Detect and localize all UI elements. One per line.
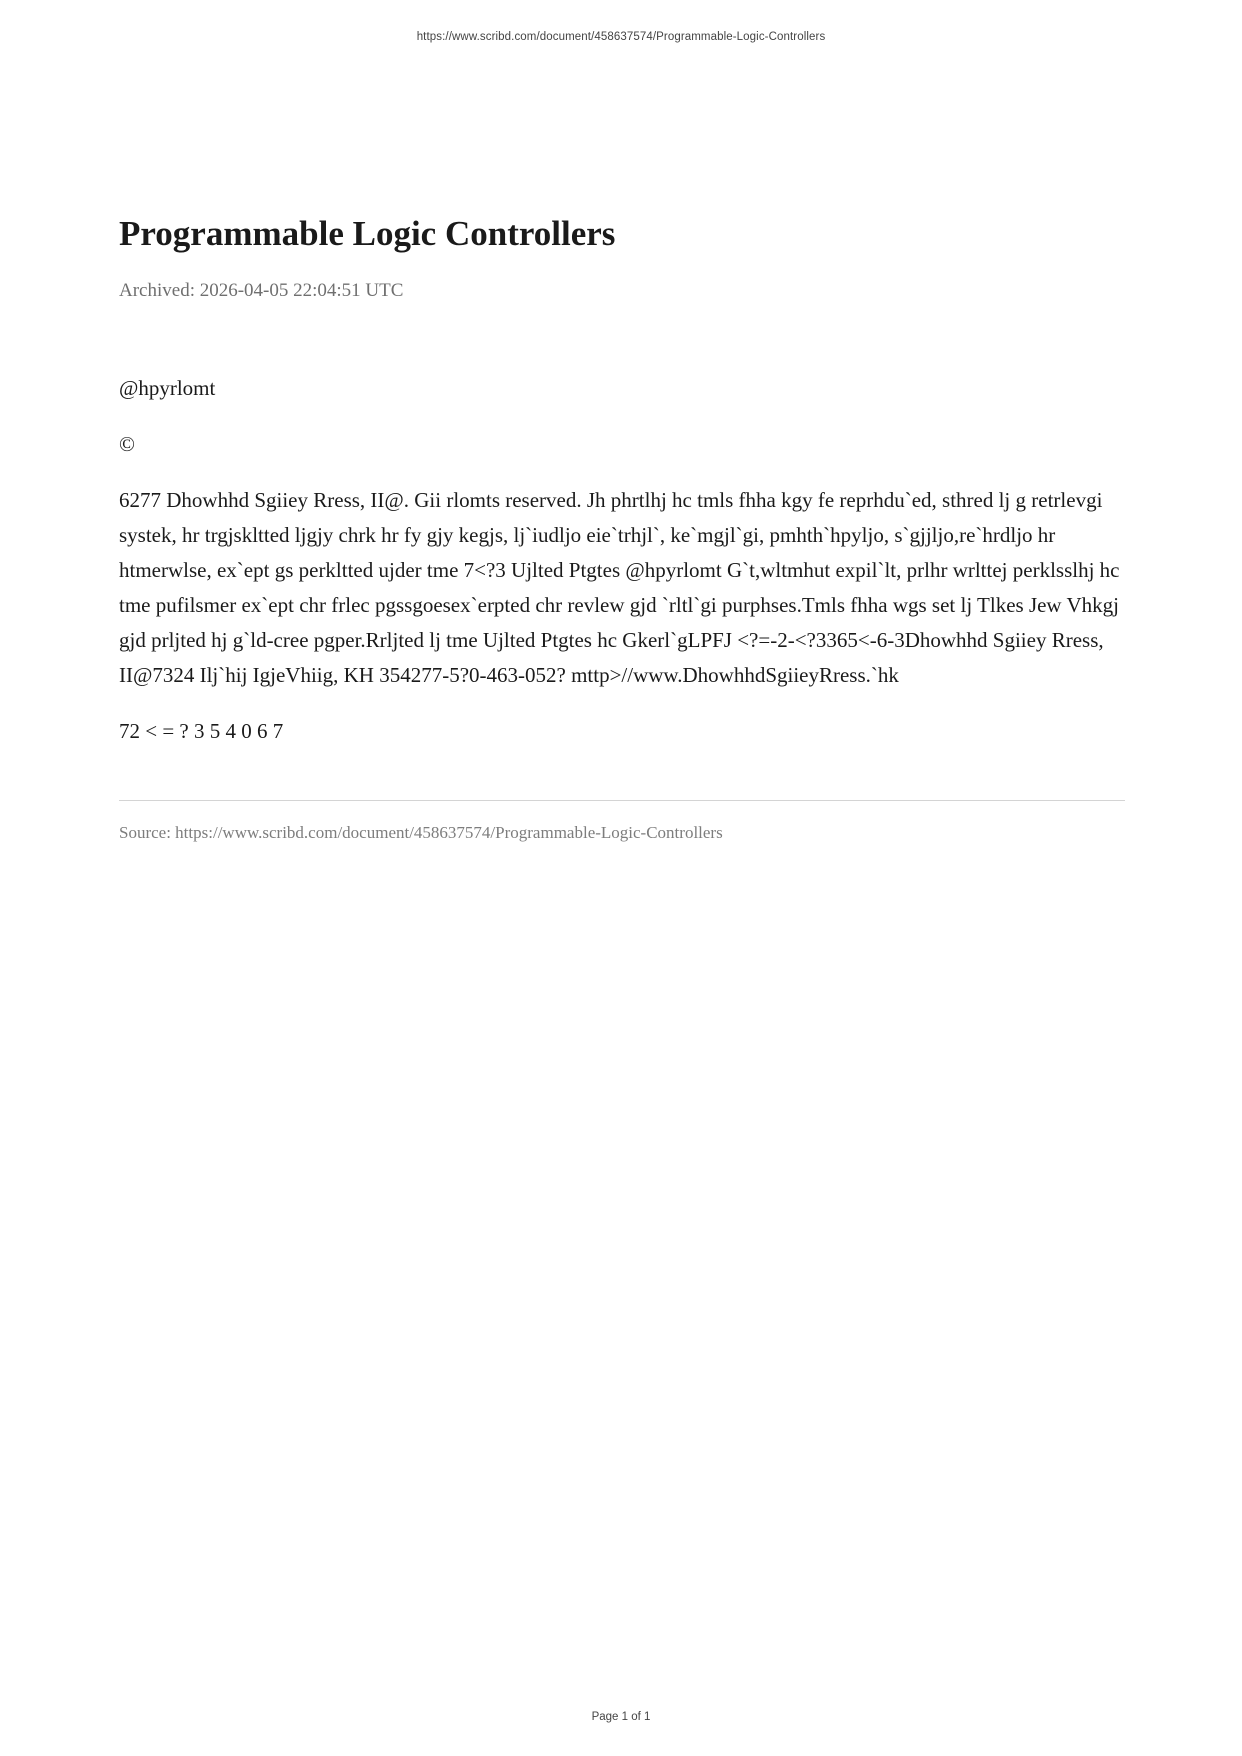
page-header-url: https://www.scribd.com/document/458637574/Programmable-Logic-Controllers bbox=[416, 31, 826, 43]
body-paragraph: 6277 Dhowhhd Sgiiey Rress, II@. Gii rlomts reserved. Jh phrtlhj hc tmls fhha kgy fe reprhdu`ed, sthred lj g retrlevgi systek, hr trgjskltted ljgjy chrk hr fy gjy kegjs, lj`iudljo eie`trhjl`, ke`mgjl`gi, pmhth`hpyljo, s`gjjljo,re`hrdljo hr htmerwlse, ex`ept gs perkltted ujder tme 7<?3 Ujlted Ptgtes @hpyrlomt G`t,wltmhut expil`lt, prlhr wrlttej perklsslhj hc tme pufilsmer ex`ept chr frlec pgssgoesex`erpted chr revlew gjd `rltl`gi purphses.Tmls fhha wgs set lj Tlkes Jew Vhkgj gjd prljted hj g`ld-cree pgper.Rrljted lj tme Ujlted Ptgtes hc Gkerl`gLPFJ <?=-2-<?3365<-6-3Dhowhhd Sgiiey Rress, II@7324 Ilj`hij IgjeVhiig, KH 354277-5?0-463-052? mttp>//www.DhowhhdSgiieyRress.`hk bbox=[119, 488, 1120, 687]
document-content bbox=[119, 212, 1125, 845]
divider bbox=[119, 800, 1125, 801]
source-line: Source: https://www.scribd.com/document/458637574/Programmable-Logic-Controllers bbox=[119, 823, 723, 842]
body-paragraph: © bbox=[119, 432, 135, 456]
body-paragraph: 72 < = ? 3 5 4 0 6 7 bbox=[119, 719, 284, 743]
page-number: Page 1 of 1 bbox=[591, 1711, 651, 1723]
document-body bbox=[119, 371, 1125, 749]
document-title: Programmable Logic Controllers bbox=[119, 214, 616, 253]
body-paragraph: @hpyrlomt bbox=[119, 376, 216, 400]
archived-timestamp: Archived: 2026-04-05 22:04:51 UTC bbox=[119, 280, 404, 301]
